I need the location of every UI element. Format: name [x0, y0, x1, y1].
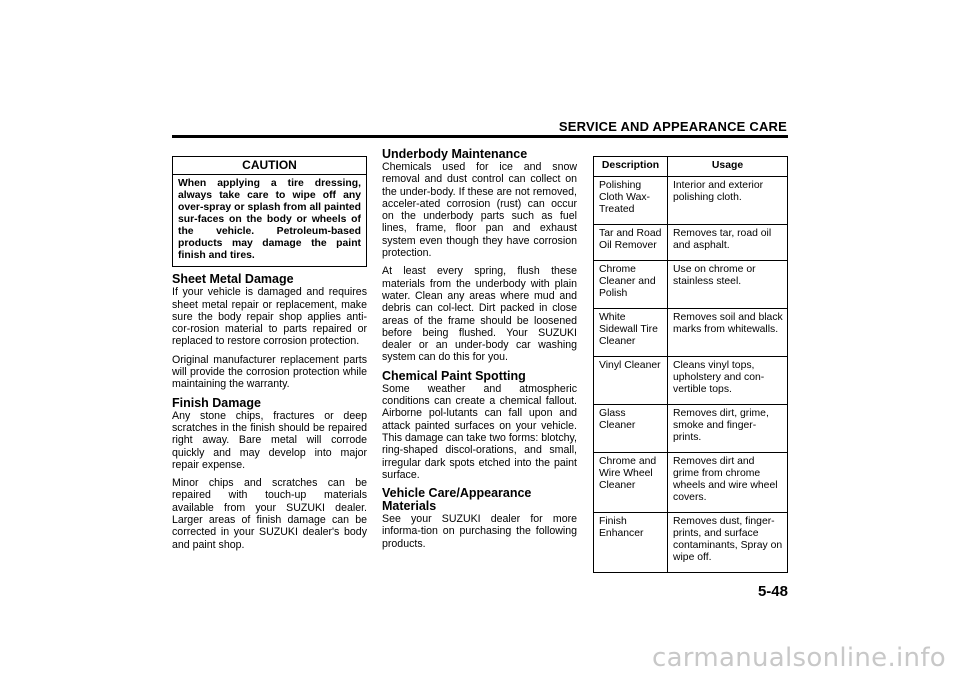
table-cell-usage: Removes tar, road oil and asphalt.	[668, 225, 788, 261]
page-header-title: SERVICE AND APPEARANCE CARE	[558, 119, 787, 134]
table-row	[594, 225, 788, 261]
section-paragraph: Original manufacturer replacement parts will provide the corrosion protection while maintaining the warranty.	[172, 353, 367, 391]
section-heading: Chemical Paint Spotting	[382, 368, 526, 383]
caution-box	[172, 156, 367, 267]
section-sheet-metal-damage	[172, 273, 367, 390]
table-cell-description: Polishing Cloth Wax-Treated	[594, 177, 668, 225]
table-cell-usage: Removes soil and black marks from whitewalls.	[668, 309, 788, 357]
watermark[interactable]: carmanualsonline.info	[651, 643, 946, 673]
table-cell-description: Chrome Cleaner and Polish	[594, 261, 668, 309]
section-heading: Finish Damage	[172, 395, 261, 410]
section-heading: Vehicle Care/Appearance Materials	[382, 486, 532, 514]
table-row	[594, 309, 788, 357]
products-table	[593, 156, 788, 573]
section-paragraph: At least every spring, flush these materials from the underbody with plain water. Clean any areas where mud and debris can col-lect. Dirt packed in close areas of the frame should be loosened before being flushed. Your SUZUKI dealer or an under-body car washing system can do this for you.	[382, 265, 577, 364]
caution-body: When applying a tire dressing, always take care to wipe off any over-spray or splash from all painted sur-faces on the body or wheels of the vehicle. Petroleum-based products may damage the paint finish and tires.	[178, 178, 361, 262]
table-cell-description: Vinyl Cleaner	[594, 357, 668, 405]
table-row	[594, 177, 788, 225]
section-paragraph: Any stone chips, fractures or deep scratches in the finish should be repaired right away. Bare metal will corrode quickly and may develop into major repair expense.	[172, 409, 367, 471]
page-number: 5-48	[757, 583, 788, 600]
table-cell-description: Chrome and Wire Wheel Cleaner	[594, 453, 668, 513]
section-vehicle-care-materials	[382, 487, 577, 550]
section-paragraph: Chemicals used for ice and snow removal and dust control can collect on the under-body. If these are not removed, acceler-ated corrosion (rust) can occur on the underbody parts such as fuel lines, frame, floor pan and exhaust system even though they have corrosion protection.	[382, 161, 577, 260]
section-underbody-maintenance	[382, 148, 577, 364]
table-row	[594, 357, 788, 405]
column-middle	[382, 148, 577, 556]
table-cell-description: Finish Enhancer	[594, 513, 668, 573]
caution-title: CAUTION	[173, 157, 366, 175]
header-rule	[172, 135, 788, 138]
table-header-description: Description	[594, 157, 668, 177]
section-chemical-paint-spotting	[382, 370, 577, 481]
table-row	[594, 405, 788, 453]
table-cell-description: Glass Cleaner	[594, 405, 668, 453]
table-cell-usage: Interior and exterior polishing cloth.	[668, 177, 788, 225]
section-heading: Sheet Metal Damage	[172, 272, 294, 287]
table-header-row	[594, 157, 788, 177]
column-left	[172, 148, 367, 557]
section-heading: Underbody Maintenance	[382, 147, 528, 161]
table-cell-usage: Cleans vinyl tops, upholstery and con-vertible tops.	[668, 357, 788, 405]
table-cell-usage: Removes dust, finger-prints, and surface contaminants, Spray on wipe off.	[668, 513, 788, 573]
table-row	[594, 261, 788, 309]
table-row	[594, 453, 788, 513]
table-header-usage: Usage	[668, 157, 788, 177]
table-row	[594, 513, 788, 573]
table-cell-usage: Removes dirt, grime, smoke and finger-prints.	[668, 405, 788, 453]
table-cell-usage: Use on chrome or stainless steel.	[668, 261, 788, 309]
column-right	[593, 148, 788, 573]
section-paragraph: Minor chips and scratches can be repaired with touch-up materials available from your SUZUKI dealer. Larger areas of finish damage can be corrected in your SUZUKI dealer's body and paint shop.	[172, 477, 367, 551]
section-paragraph: See your SUZUKI dealer for more informa-tion on purchasing the following products.	[382, 513, 577, 550]
table-cell-description: Tar and Road Oil Remover	[594, 225, 668, 261]
table-cell-description: White Sidewall Tire Cleaner	[594, 309, 668, 357]
table-cell-usage: Removes dirt and grime from chrome wheels and wire wheel covers.	[668, 453, 788, 513]
section-paragraph: Some weather and atmospheric conditions can create a chemical fallout. Airborne pol-lutants can fall upon and attack painted surfaces on your vehicle. This damage can take two forms: blotchy, ring-shaped discol-orations, and small, irregular dark spots etched into the paint surface.	[382, 382, 577, 481]
section-paragraph: If your vehicle is damaged and requires sheet metal repair or replacement, make sure the body repair shop applies anti-cor-rosion material to parts repaired or replaced to restore corrosion protection.	[172, 286, 367, 348]
section-finish-damage	[172, 397, 367, 551]
